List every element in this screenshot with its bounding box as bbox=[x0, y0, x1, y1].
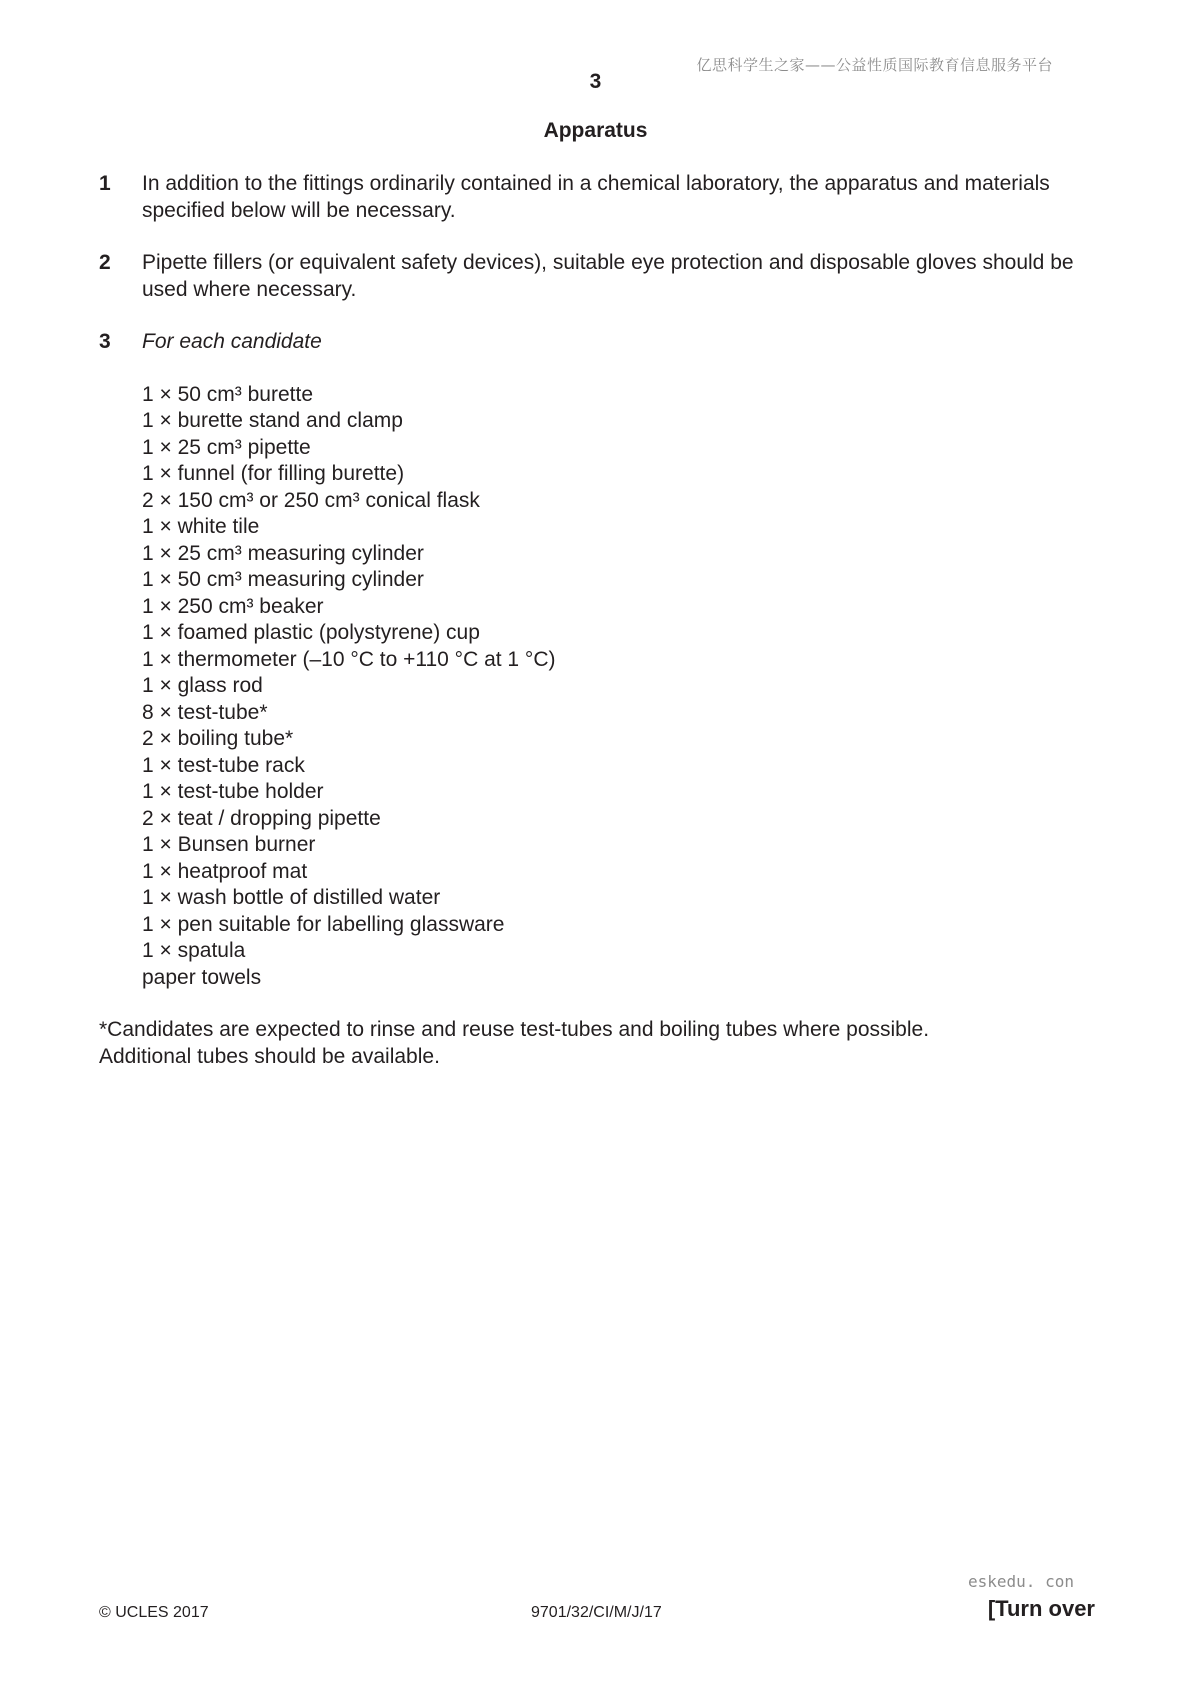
watermark-footer-text: eskedu. con bbox=[968, 1572, 1074, 1591]
list-item: 1 × funnel (for filling burette) bbox=[142, 462, 405, 485]
numbered-item-1 bbox=[99, 171, 1098, 224]
turn-over-label: [Turn over bbox=[987, 1596, 1095, 1621]
list-item: 1 × Bunsen burner bbox=[142, 833, 316, 856]
list-item: 1 × foamed plastic (polystyrene) cup bbox=[142, 621, 480, 644]
list-item: 1 × burette stand and clamp bbox=[142, 409, 403, 432]
apparatus-list bbox=[99, 382, 1098, 992]
page-number: 3 bbox=[589, 70, 602, 93]
item-text: Pipette fillers (or equivalent safety devices), suitable eye protection and disposable gloves should be used where necessary. bbox=[142, 251, 1074, 301]
list-item: 1 × wash bottle of distilled water bbox=[142, 886, 441, 909]
item-number: 3 bbox=[99, 330, 111, 353]
list-item: 1 × glass rod bbox=[142, 674, 263, 697]
item-text: For each candidate bbox=[142, 330, 322, 353]
list-item: 1 × test-tube holder bbox=[142, 780, 324, 803]
list-item: 1 × 25 cm³ pipette bbox=[142, 435, 311, 459]
section-heading: Apparatus bbox=[543, 119, 648, 142]
list-item: 1 × 25 cm³ measuring cylinder bbox=[142, 541, 424, 565]
list-item: 1 × heatproof mat bbox=[142, 859, 308, 883]
numbered-item-2 bbox=[99, 250, 1098, 303]
list-item: 2 × teat / dropping pipette bbox=[142, 806, 381, 830]
copyright-text: © UCLES 2017 bbox=[99, 1604, 209, 1621]
list-item: 2 × 150 cm³ or 250 cm³ conical flask bbox=[142, 488, 480, 512]
list-item: 1 × 50 cm³ burette bbox=[142, 382, 314, 406]
footnote bbox=[99, 1017, 1098, 1070]
item-number: 2 bbox=[99, 251, 111, 274]
numbered-item-3 bbox=[99, 329, 1098, 356]
document-code: 9701/32/CI/M/J/17 bbox=[531, 1604, 662, 1621]
list-item: 2 × boiling tube* bbox=[142, 727, 294, 750]
list-item: 1 × white tile bbox=[142, 515, 260, 538]
list-item: 1 × 50 cm³ measuring cylinder bbox=[142, 568, 424, 591]
footnote-line: Additional tubes should be available. bbox=[99, 1044, 440, 1068]
list-item: 1 × thermometer (–10 °C to +110 °C at 1 °C) bbox=[142, 647, 556, 671]
list-item: 1 × spatula bbox=[142, 939, 246, 962]
list-item: 1 × test-tube rack bbox=[142, 753, 305, 777]
item-number: 1 bbox=[99, 172, 111, 195]
list-item: 8 × test-tube* bbox=[142, 700, 268, 724]
list-item: 1 × 250 cm³ beaker bbox=[142, 594, 324, 618]
item-text: In addition to the fittings ordinarily contained in a chemical laboratory, the apparatus and materials specified below will be necessary. bbox=[142, 172, 1050, 222]
document-body bbox=[99, 171, 1098, 1070]
list-item: paper towels bbox=[142, 965, 262, 989]
watermark-header-text: 亿思科学生之家——公益性质国际教育信息服务平台 bbox=[696, 56, 1053, 74]
footnote-line: *Candidates are expected to rinse and reuse test-tubes and boiling tubes where possible. bbox=[99, 1018, 930, 1041]
list-item: 1 × pen suitable for labelling glassware bbox=[142, 912, 505, 936]
